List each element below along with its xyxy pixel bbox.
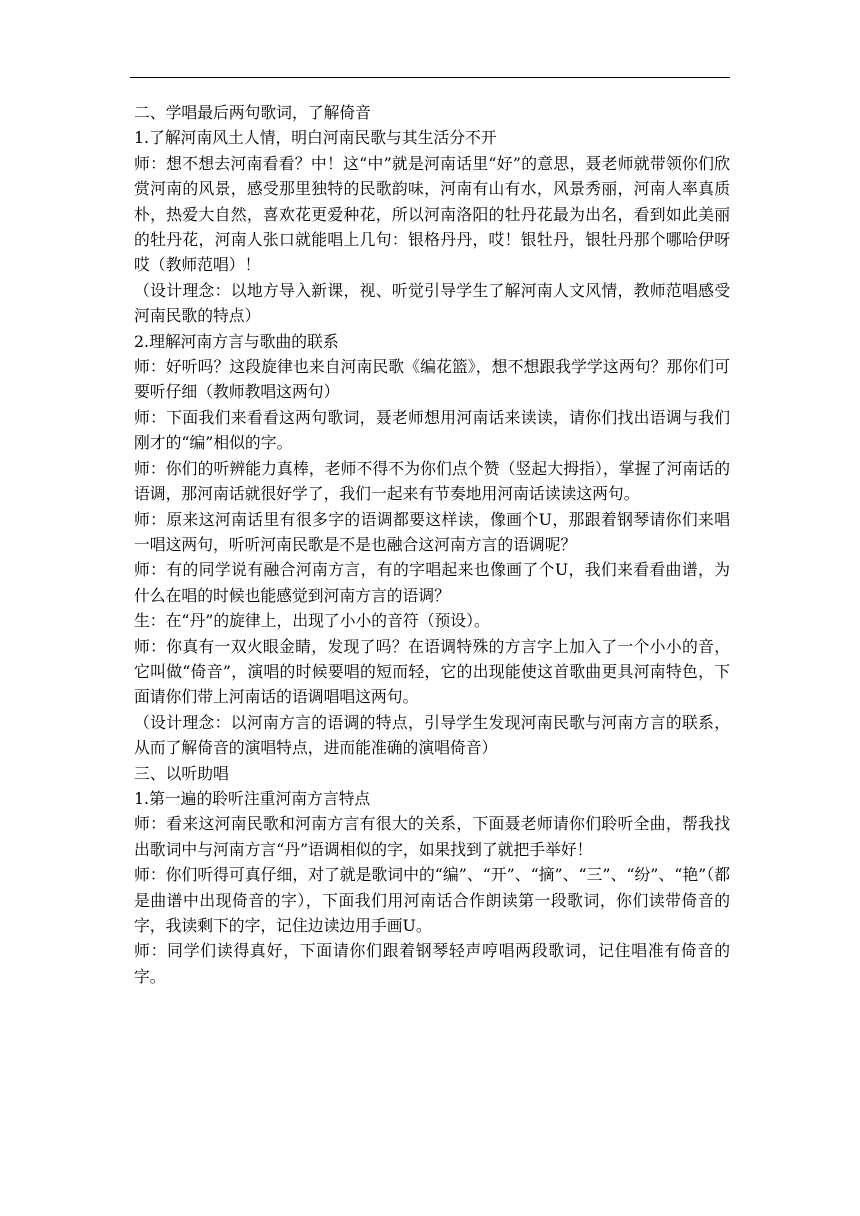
subsection-heading-2-1: 1.了解河南风土人情，明白河南民歌与其生活分不开 — [134, 128, 497, 148]
paragraph: 师：下面我们来看看这两句歌词，聂老师想用河南话来读读，请你们找出语调与我们刚才的“编”相似的字。 — [134, 407, 730, 453]
section-heading-2: 二、学唱最后两句歌词，了解倚音 — [134, 103, 371, 122]
section-heading-3: 三、以听助唱 — [134, 763, 229, 783]
paragraph: 师：想不想去河南看看？中！这“中”就是河南话里“好”的意思，聂老师就带领你们欣赏河南的风景，感受那里独特的民歌韵味，河南有山有水，风景秀丽，河南人率真质朴，热爱大自然，喜欢花更爱种花，所以河南洛阳的牡丹花最为出名，看到如此美丽的牡丹花，河南人张口就能唱上几句：银格丹丹，哎！银牡丹，银牡丹那个哪哈伊呀哎（教师范唱）！ — [134, 153, 730, 275]
document-body — [134, 100, 730, 989]
design-note: （设计理念：以地方导入新课，视、听觉引导学生了解河南人文风情，教师范唱感受河南民歌的特点） — [134, 280, 730, 326]
paragraph: 师：你真有一双火眼金睛，发现了吗？在语调特殊的方言字上加入了一个小小的音，它叫做“倚音”，演唱的时候要唱的短而轻，它的出现能使这首歌曲更具河南特色，下面请你们带上河南话的语调唱唱这两句。 — [134, 636, 730, 707]
paragraph: 师：你们听得可真仔细，对了就是歌词中的“编”、“开”、“摘”、“三”、“纷”、“艳”（都是曲谱中出现倚音的字），下面我们用河南话合作朗读第一段歌词，你们读带倚音的字，我读剩下的字，记住边读边用手画U。 — [134, 865, 730, 935]
paragraph: 生：在“丹”的旋律上，出现了小小的音符（预设）。 — [134, 611, 490, 631]
paragraph: 师：你们的听辨能力真棒，老师不得不为你们点个赞（竖起大拇指），掌握了河南话的语调，那河南话就很好学了，我们一起来有节奏地用河南话读读这两句。 — [134, 458, 730, 504]
subsection-heading-2-2: 2.理解河南方言与歌曲的联系 — [134, 331, 339, 351]
paragraph: 师：好听吗？这段旋律也来自河南民歌《编花篮》，想不想跟我学学这两句？那你们可要听仔细（教师教唱这两句） — [134, 357, 730, 402]
paragraph: 师：有的同学说有融合河南方言，有的字唱起来也像画了个U，我们来看看曲谱，为什么在唱的时候也能感觉到河南方言的语调？ — [134, 560, 730, 605]
header-rule — [130, 77, 730, 78]
subsection-heading-3-1: 1.第一遍的聆听注重河南方言特点 — [134, 788, 371, 808]
paragraph: 师：原来这河南话里有很多字的语调都要这样读，像画个U，那跟着钢琴请你们来唱一唱这两句，听听河南民歌是不是也融合这河南方言的语调呢？ — [134, 509, 730, 554]
paragraph: 师：同学们读得真好，下面请你们跟着钢琴轻声哼唱两段歌词，记住唱准有倚音的字。 — [134, 941, 730, 986]
design-note: （设计理念：以河南方言的语调的特点，引导学生发现河南民歌与河南方言的联系，从而了解倚音的演唱特点，进而能准确的演唱倚音） — [134, 712, 730, 758]
paragraph: 师：看来这河南民歌和河南方言有很大的关系，下面聂老师请你们聆听全曲，帮我找出歌词中与河南方言“丹”语调相似的字，如果找到了就把手举好！ — [134, 814, 730, 859]
